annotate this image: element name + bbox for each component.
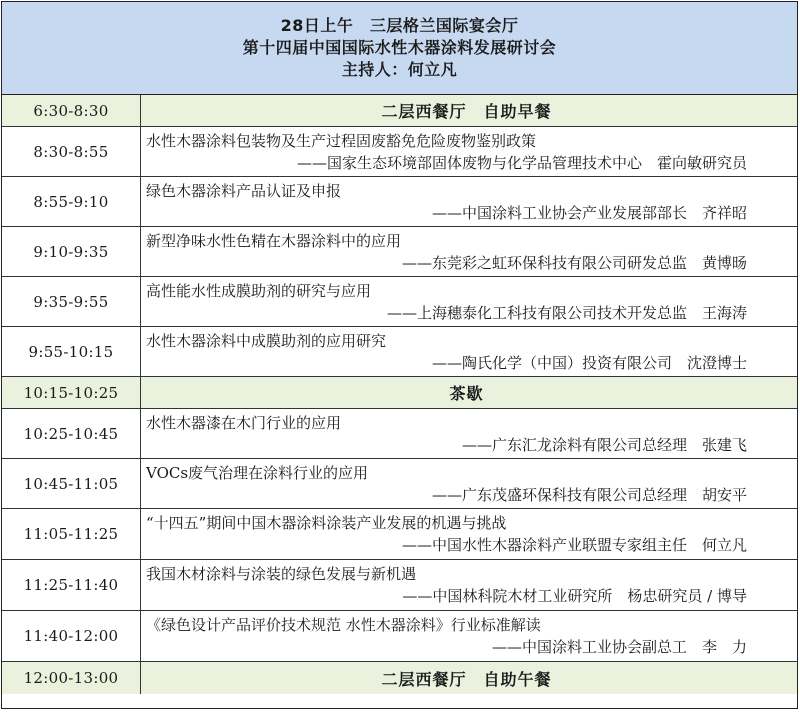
table-row bbox=[2, 177, 797, 227]
time-cell: 10:15-10:25 bbox=[2, 377, 141, 408]
table-row-lunch bbox=[2, 662, 797, 694]
host: 主持人：何立凡 bbox=[341, 60, 458, 79]
talk-cell bbox=[141, 560, 797, 610]
talk-title: 水性木器漆在木门行业的应用 bbox=[146, 413, 342, 432]
break-label: 茶歇 bbox=[141, 377, 797, 408]
talk-title: 新型净味水性色精在木器涂料中的应用 bbox=[146, 231, 402, 250]
time-cell: 12:00-13:00 bbox=[2, 662, 141, 694]
talk-speaker: ——广东茂盛环保科技有限公司总经理 胡安平 bbox=[431, 485, 747, 504]
table-row bbox=[2, 277, 797, 327]
talk-cell bbox=[141, 177, 797, 226]
table-row-breakfast bbox=[2, 95, 797, 127]
time-cell: 10:45-11:05 bbox=[2, 459, 141, 508]
talk-cell bbox=[141, 509, 797, 559]
table-row bbox=[2, 459, 797, 509]
talk-speaker: ——中国水性木器涂料产业联盟专家组主任 何立凡 bbox=[401, 536, 747, 554]
talk-cell bbox=[141, 127, 797, 176]
talk-cell bbox=[141, 611, 797, 661]
talk-speaker: ——上海穗泰化工科技有限公司技术开发总监 王海涛 bbox=[386, 303, 747, 322]
time-cell: 11:05-11:25 bbox=[2, 509, 141, 559]
talk-cell bbox=[141, 277, 797, 326]
time-cell: 9:10-9:35 bbox=[2, 227, 141, 276]
talk-title: 水性木器涂料包装物及生产过程固废豁免危险废物鉴别政策 bbox=[146, 131, 537, 150]
talk-speaker: ——陶氏化学（中国）投资有限公司 沈澄博士 bbox=[431, 353, 747, 372]
time-cell: 11:25-11:40 bbox=[2, 560, 141, 610]
talk-cell bbox=[141, 327, 797, 376]
table-row bbox=[2, 227, 797, 277]
table-row bbox=[2, 327, 797, 377]
talk-title: 高性能水性成膜助剂的研究与应用 bbox=[146, 281, 372, 300]
agenda-header bbox=[2, 2, 797, 95]
time-cell: 6:30-8:30 bbox=[2, 95, 141, 126]
table-row bbox=[2, 560, 797, 611]
table-row bbox=[2, 409, 797, 459]
table-row bbox=[2, 611, 797, 662]
talk-title: 《绿色设计产品评价技术规范 水性木器涂料》行业标准解读 bbox=[146, 616, 541, 634]
time-cell: 9:35-9:55 bbox=[2, 277, 141, 326]
talk-speaker: ——中国林科院木材工业研究所 杨忠研究员 / 博导 bbox=[402, 587, 747, 605]
talk-speaker: ——广东汇龙涂料有限公司总经理 张建飞 bbox=[461, 435, 747, 454]
talk-speaker: ——东莞彩之虹环保科技有限公司研发总监 黄博旸 bbox=[401, 253, 747, 272]
talk-speaker: ——中国涂料工业协会副总工 李 力 bbox=[491, 638, 747, 656]
time-cell: 8:30-8:55 bbox=[2, 127, 141, 176]
agenda-table bbox=[1, 1, 798, 709]
time-cell: 10:25-10:45 bbox=[2, 409, 141, 458]
time-cell: 9:55-10:15 bbox=[2, 327, 141, 376]
talk-title: VOCs废气治理在涂料行业的应用 bbox=[146, 463, 369, 482]
talk-cell bbox=[141, 459, 797, 508]
break-label: 二层西餐厅 自助早餐 bbox=[141, 95, 797, 126]
table-row bbox=[2, 509, 797, 560]
talk-speaker: ——国家生态环境部固体废物与化学品管理技术中心 霍向敏研究员 bbox=[296, 153, 747, 172]
session-time-venue: 28日上午 三层格兰国际宴会厅 bbox=[280, 16, 519, 35]
time-cell: 11:40-12:00 bbox=[2, 611, 141, 661]
talk-title: “十四五”期间中国木器涂料涂装产业发展的机遇与挑战 bbox=[146, 514, 507, 532]
talk-cell bbox=[141, 409, 797, 458]
talk-title: 水性木器涂料中成膜助剂的应用研究 bbox=[146, 331, 387, 350]
talk-speaker: ——中国涂料工业协会产业发展部部长 齐祥昭 bbox=[431, 203, 747, 222]
talk-title: 绿色木器涂料产品认证及申报 bbox=[146, 181, 342, 200]
time-cell: 8:55-9:10 bbox=[2, 177, 141, 226]
break-label: 二层西餐厅 自助午餐 bbox=[141, 662, 797, 694]
talk-cell bbox=[141, 227, 797, 276]
talk-title: 我国木材涂料与涂装的绿色发展与新机遇 bbox=[146, 565, 417, 583]
table-row-tea-break bbox=[2, 377, 797, 409]
table-row bbox=[2, 127, 797, 177]
conference-title: 第十四届中国国际水性木器涂料发展研讨会 bbox=[242, 38, 557, 57]
